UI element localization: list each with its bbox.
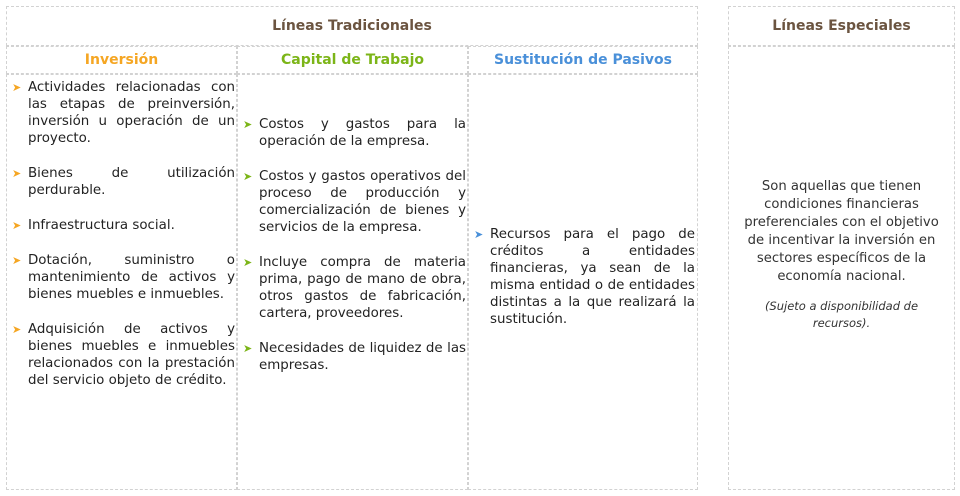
inversion-item-text: Bienes de utilización perdurable.: [28, 166, 235, 198]
list-item: [10, 217, 235, 234]
arrow-bullet-icon: ➤: [243, 256, 253, 269]
arrow-bullet-icon: ➤: [12, 254, 22, 267]
inversion-item-text: Dotación, suministro o mantenimiento de activos y bienes muebles e inmuebles.: [28, 253, 235, 302]
capital-item-text: Costos y gastos para la operación de la empresa.: [259, 117, 466, 149]
sustitucion-item-text: Recursos para el pago de créditos a entidades financieras, ya sean de la misma entidad o de entidades distintas a la que realizará la sustitución.: [490, 227, 695, 327]
list-item: [241, 254, 466, 322]
arrow-bullet-icon: ➤: [474, 228, 484, 241]
list-item: [241, 116, 466, 150]
inversion-item-text: Actividades relacionadas con las etapas de preinversión, inversión u operación de un proyecto.: [28, 80, 235, 146]
special-content: [736, 178, 947, 332]
capital-title: Capital de Trabajo: [281, 52, 424, 68]
arrow-bullet-icon: ➤: [243, 170, 253, 183]
list-item: [10, 252, 235, 303]
capital-item-text: Incluye compra de materia prima, pago de mano de obra, otros gastos de fabricación, cartera, proveedores.: [259, 255, 466, 321]
list-item: [472, 226, 695, 328]
inversion-item-text: Infraestructura social.: [28, 218, 175, 233]
sustitucion-title: Sustitución de Pasivos: [493, 52, 673, 68]
list-item: [10, 321, 235, 389]
list-item: [10, 79, 235, 147]
arrow-bullet-icon: ➤: [12, 81, 22, 94]
inversion-title: Inversión: [84, 52, 159, 68]
special-description: Son aquellas que tienen condiciones financieras preferenciales con el objetivo de incentivar la inversión en sectores específicos de la economía nacional.: [744, 179, 939, 284]
capital-item-text: Costos y gastos operativos del proceso de producción y comercialización de bienes y servicios de la empresa.: [259, 169, 466, 235]
list-item: [241, 168, 466, 236]
arrow-bullet-icon: ➤: [243, 118, 253, 131]
sustitucion-list: [472, 226, 695, 328]
special-note: (Sujeto a disponibilidad de recursos).: [764, 299, 919, 330]
capital-list: [241, 116, 466, 374]
capital-item-text: Necesidades de liquidez de las empresas.: [259, 341, 466, 373]
list-item: [10, 165, 235, 199]
traditional-title: Líneas Tradicionales: [272, 18, 432, 34]
arrow-bullet-icon: ➤: [243, 342, 253, 355]
inversion-list: [10, 79, 235, 389]
inversion-item-text: Adquisición de activos y bienes muebles e inmuebles relacionados con la prestación del servicio objeto de crédito.: [28, 322, 235, 388]
list-item: [241, 340, 466, 374]
special-title: Líneas Especiales: [772, 18, 911, 34]
arrow-bullet-icon: ➤: [12, 323, 22, 336]
arrow-bullet-icon: ➤: [12, 167, 22, 180]
arrow-bullet-icon: ➤: [12, 219, 22, 232]
